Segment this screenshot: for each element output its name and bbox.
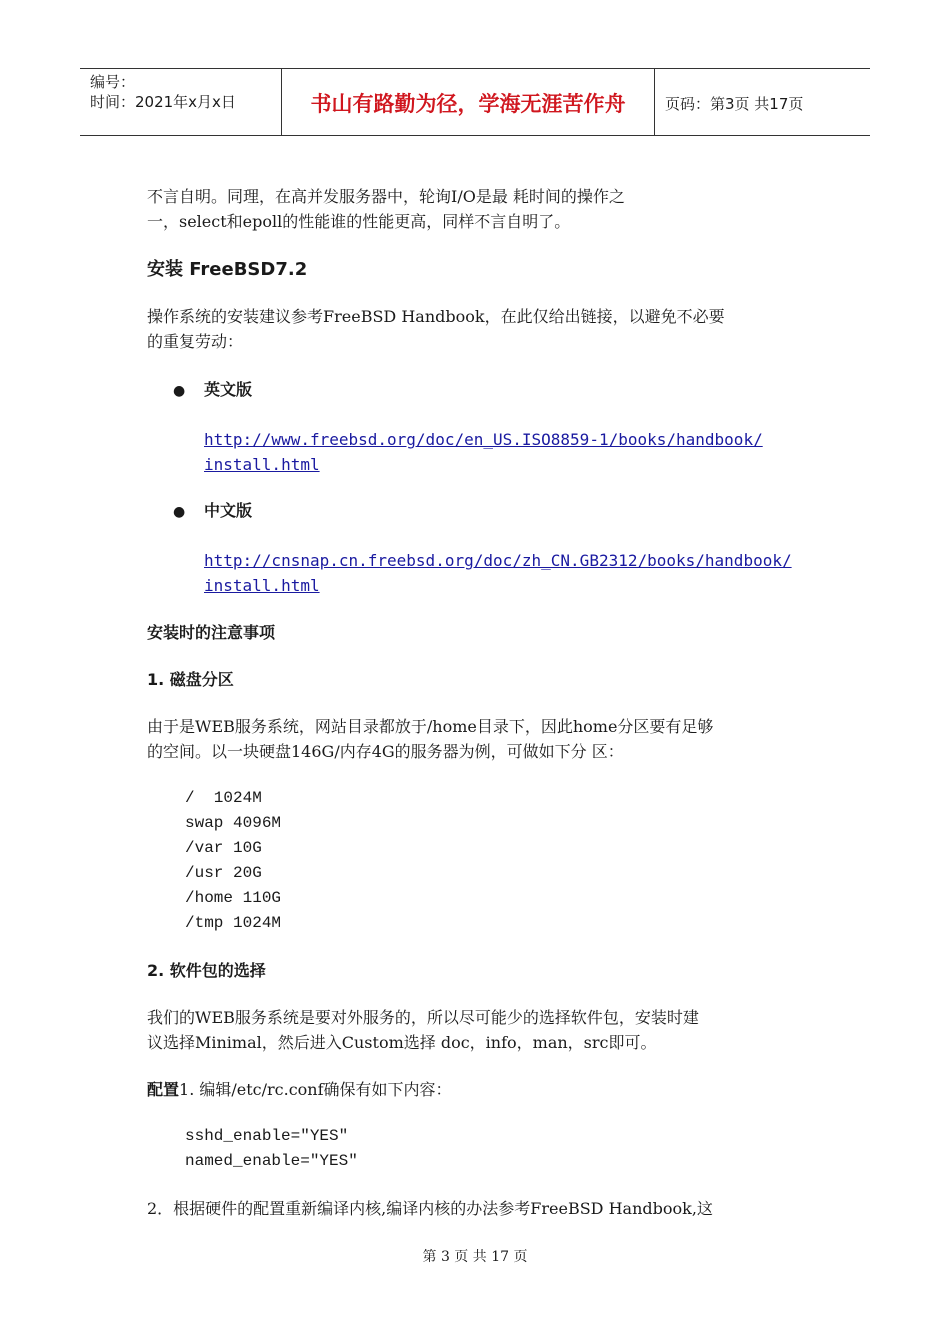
page-content — [147, 184, 807, 1221]
intro-line-2: 一，select和epoll的性能谁的性能更高，同样不言自明了。 — [147, 212, 571, 231]
chinese-link[interactable] — [147, 548, 807, 598]
partition-line: swap 4096M — [185, 814, 282, 832]
partition-line: /var 10G — [185, 839, 262, 857]
config-paragraph — [147, 1077, 807, 1102]
rc-conf-line: named_enable="YES" — [185, 1152, 358, 1170]
doc-number-label: 编号： — [90, 73, 136, 91]
english-bullet — [173, 377, 807, 404]
notes-heading: 安装时的注意事项 — [147, 623, 276, 642]
config-label: 配置 — [147, 1080, 180, 1099]
install-paragraph-1: 操作系统的安装建议参考FreeBSD Handbook，在此仅给出链接，以避免不必要 — [147, 307, 725, 326]
doc-time-label: 时间：2021年x月x日 — [90, 93, 236, 111]
english-label: 英文版 — [204, 380, 253, 399]
pkg-heading: 2. 软件包的选择 — [147, 961, 266, 980]
partition-line: / 1024M — [185, 789, 262, 807]
pkg-paragraph-1: 我们的WEB服务系统是要对外服务的，所以尽可能少的选择软件包，安装时建 — [147, 1008, 699, 1027]
english-link-line-2[interactable]: install.html — [204, 455, 320, 474]
rc-conf-block — [147, 1124, 807, 1174]
kernel-paragraph: 2．根据硬件的配置重新编译内核,编译内核的办法参考FreeBSD Handbook,这 — [147, 1199, 713, 1218]
page-footer: 第 3 页 共 17 页 — [422, 1249, 528, 1265]
header-motto: 书山有路勤为径，学海无涯苦作舟 — [282, 69, 655, 135]
disk-paragraph-2: 的空间。以一块硬盘146G/内存4G的服务器为例，可做如下分 区： — [147, 742, 624, 761]
install-paragraph-2: 的重复劳动： — [147, 332, 244, 351]
english-link[interactable] — [147, 427, 807, 477]
partition-list — [147, 786, 807, 936]
chinese-link-line-2[interactable]: install.html — [204, 576, 320, 595]
header-table — [80, 68, 870, 136]
intro-line-1: 不言自明。同理，在高并发服务器中，轮询I/O是最 耗时间的操作之 — [147, 187, 625, 206]
chinese-bullet — [173, 498, 807, 525]
partition-line: /home 110G — [185, 889, 282, 907]
english-link-line-1[interactable]: http://www.freebsd.org/doc/en_US.ISO8859-1/books/handbook/ — [204, 430, 763, 449]
header-page-info: 页码：第3页 共17页 — [665, 94, 804, 113]
disk-heading: 1. 磁盘分区 — [147, 670, 234, 689]
header-meta-cell — [80, 69, 282, 135]
partition-line: /tmp 1024M — [185, 914, 282, 932]
bullet-icon: ● — [173, 504, 186, 520]
chinese-link-line-1[interactable]: http://cnsnap.cn.freebsd.org/doc/zh_CN.GB2312/books/handbook/ — [204, 551, 792, 570]
config-instruction: 1. 编辑/etc/rc.conf确保有如下内容： — [179, 1080, 452, 1099]
pkg-paragraph-2: 议选择Minimal，然后进入Custom选择 doc，info，man，src即可。 — [147, 1033, 657, 1052]
partition-line: /usr 20G — [185, 864, 262, 882]
bullet-icon: ● — [173, 383, 186, 399]
install-heading: 安装 FreeBSD7.2 — [147, 259, 308, 280]
chinese-label: 中文版 — [204, 501, 253, 520]
rc-conf-line: sshd_enable="YES" — [185, 1127, 349, 1145]
disk-paragraph-1: 由于是WEB服务系统，网站目录都放于/home目录下，因此home分区要有足够 — [147, 717, 714, 736]
